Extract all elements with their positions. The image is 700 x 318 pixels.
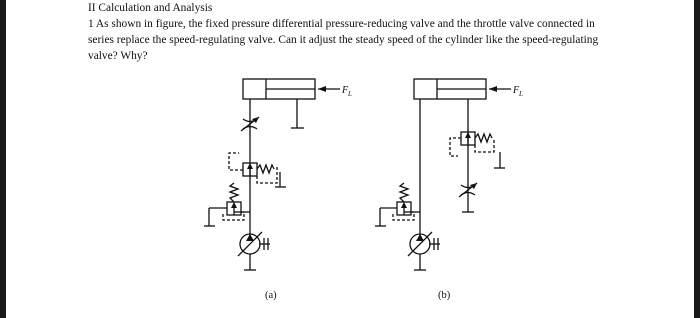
load-force-arrow-a — [318, 85, 352, 98]
section-heading: II Calculation and Analysis — [88, 2, 213, 14]
load-subscript-a: L — [348, 90, 352, 98]
load-label-a: F — [342, 85, 349, 96]
pump-b — [408, 232, 440, 270]
hydraulic-cylinder-a — [243, 79, 315, 99]
diagram-a — [204, 79, 352, 301]
question-line-3: valve? Why? — [88, 50, 148, 62]
diagram-b — [375, 79, 523, 301]
relief-valve-b — [375, 183, 420, 226]
load-label-b: F — [513, 85, 520, 96]
caption-b: (b) — [438, 290, 451, 301]
rod-side-return-a — [291, 99, 304, 128]
pump-a — [238, 232, 270, 270]
pressure-reducing-valve-a — [229, 153, 286, 187]
pressure-reducing-valve-b — [450, 132, 505, 168]
hydraulic-cylinder-b — [414, 79, 486, 99]
load-force-arrow-b — [489, 85, 523, 98]
question-line-1: 1 As shown in figure, the fixed pressure differential pressure-reducing valve and the throttle valve connected in — [88, 18, 595, 30]
caption-a: (a) — [265, 290, 277, 301]
question-line-2: series replace the speed-regulating valve. Can it adjust the steady speed of the cylinder like the speed-regulating — [88, 34, 599, 46]
load-subscript-b: L — [519, 90, 523, 98]
relief-valve-a — [204, 183, 250, 226]
